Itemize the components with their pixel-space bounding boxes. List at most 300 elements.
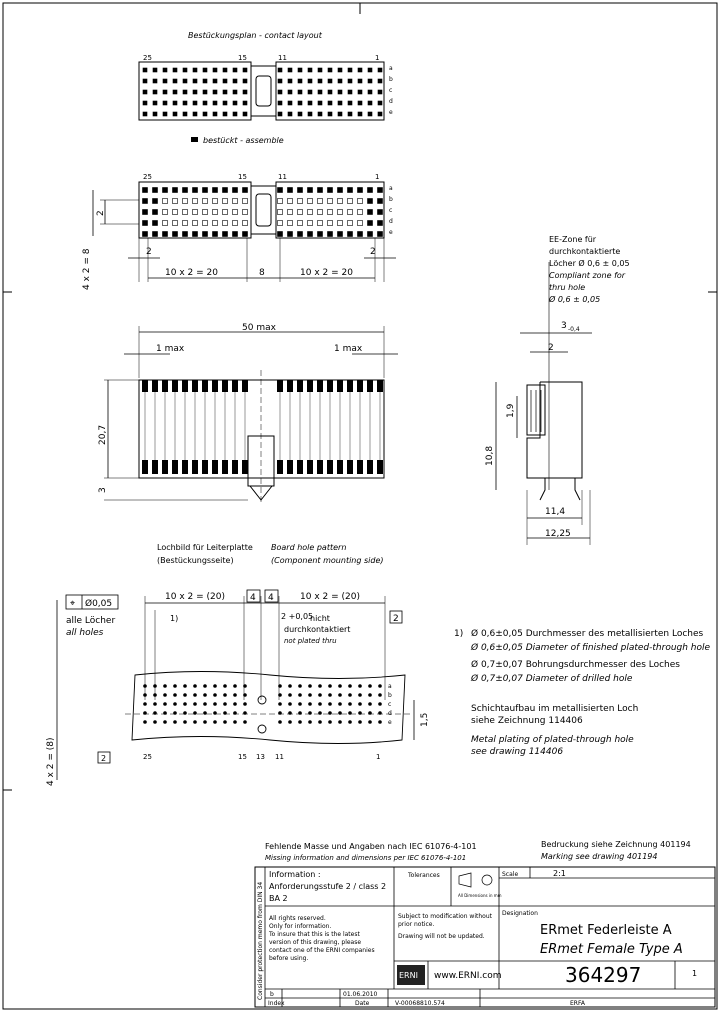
contact-pad [288, 90, 292, 94]
board-hole [213, 720, 217, 724]
bh-title-de: Lochbild für Leiterplatte [157, 543, 253, 552]
contact-pad [368, 221, 373, 226]
contact-pad [318, 79, 322, 83]
contact-pad [338, 188, 343, 193]
board-hole [378, 702, 382, 706]
board-hole [203, 693, 207, 697]
tb-index-label: Index [268, 1000, 285, 1007]
board-hole [203, 702, 207, 706]
board-hole [213, 702, 217, 706]
contact-pad [233, 79, 237, 83]
front-pin-top [337, 380, 343, 392]
contact-pad [213, 101, 217, 105]
tb-rights-5: contact one of the ERNI companies [269, 947, 375, 954]
tb-scale-label: Scale [502, 871, 519, 878]
note-line-5: Schichtaufbau im metallisierten Loch [471, 704, 639, 714]
bh-dim-2: 2 [393, 614, 399, 624]
board-hole [278, 684, 282, 688]
note-line-6: siehe Zeichnung 114406 [471, 716, 583, 726]
mid-dim-left-small: 2 [146, 247, 152, 257]
contact-pad [378, 79, 382, 83]
front-pin-top [347, 380, 353, 392]
mid-dim-left-span: 10 x 2 = 20 [165, 268, 218, 278]
bh-title-de2: (Bestückungsseite) [157, 556, 234, 565]
contact-pad [278, 232, 283, 237]
contact-pad [288, 101, 292, 105]
board-hole [193, 720, 197, 724]
contact-pad [288, 221, 293, 226]
note-line-2: Ø 0,6±0,05 Diameter of finished plated-through hole [471, 643, 711, 653]
contact-pad [153, 68, 157, 72]
contact-pad [288, 232, 293, 237]
contact-pad [318, 112, 322, 116]
tb-erfa: ERFA [570, 1000, 585, 1007]
contact-pad [368, 210, 373, 215]
mid-row-a: a [389, 185, 393, 192]
contact-pad [153, 210, 158, 215]
board-hole [183, 720, 187, 724]
contact-pad [223, 210, 228, 215]
board-hole [348, 702, 352, 706]
board-hole [243, 693, 247, 697]
side-dim-top: 3 [561, 321, 567, 331]
contact-pad [243, 199, 248, 204]
contact-pad [163, 221, 168, 226]
board-hole [318, 684, 322, 688]
board-hole [328, 720, 332, 724]
note-1-marker: 1) [454, 629, 464, 639]
contact-pad [378, 101, 382, 105]
contact-pad [298, 112, 302, 116]
tb-subject-1: Subject to modification without [398, 913, 492, 920]
contact-pad [143, 221, 148, 226]
bh-tol-value: Ø0,05 [85, 599, 113, 609]
board-hole [288, 711, 292, 715]
bh-col-25: 25 [143, 753, 152, 761]
tb-date: 01.06.2010 [343, 991, 378, 998]
tb-rights-6: before using. [269, 955, 309, 962]
front-pin-bottom [287, 460, 293, 474]
contact-pad [308, 112, 312, 116]
contact-pad [153, 188, 158, 193]
contact-pad [348, 210, 353, 215]
contact-pad [368, 90, 372, 94]
contact-pad [358, 112, 362, 116]
mid-col-11: 11 [278, 173, 287, 181]
contact-pad [348, 199, 353, 204]
contact-pad [368, 101, 372, 105]
contact-pad [183, 90, 187, 94]
board-hole [288, 693, 292, 697]
contact-pad [153, 101, 157, 105]
board-hole [318, 702, 322, 706]
front-view [98, 323, 398, 505]
front-pin-top [212, 380, 218, 392]
top-col-11: 11 [278, 54, 287, 62]
bh-dim-right: 10 x 2 = (20) [300, 592, 360, 602]
contact-pad [153, 221, 158, 226]
contact-pad [298, 199, 303, 204]
contact-pad [203, 90, 207, 94]
contact-pad [243, 79, 247, 83]
board-hole [203, 684, 207, 688]
note-line-3: Ø 0,7±0,07 Bohrungsdurchmesser des Loches [471, 660, 680, 670]
ee-line-1: EE-Zone für [549, 235, 597, 244]
bh-col-1: 1 [376, 753, 381, 761]
front-pin-bottom [152, 460, 158, 474]
front-contacts [142, 380, 383, 474]
contact-pad [163, 68, 167, 72]
board-hole [338, 693, 342, 697]
board-hole [328, 693, 332, 697]
contact-pad [183, 188, 188, 193]
contact-pad [318, 210, 323, 215]
contact-pad [143, 232, 148, 237]
contact-pad [328, 232, 333, 237]
board-hole [378, 693, 382, 697]
tb-all-dims: All Dimensions in mm [458, 893, 502, 898]
note-line-8: see drawing 114406 [471, 747, 564, 757]
side-dim-top-tol: -0,4 [568, 326, 580, 333]
contact-pad [203, 199, 208, 204]
board-hole [308, 693, 312, 697]
front-pin-top [222, 380, 228, 392]
front-pin-bottom [377, 460, 383, 474]
front-pin-top [277, 380, 283, 392]
contact-pad [358, 90, 362, 94]
board-hole [153, 693, 157, 697]
contact-pad [203, 68, 207, 72]
front-pin-top [142, 380, 148, 392]
contact-pad [308, 221, 313, 226]
side-dim-114: 11,4 [545, 507, 566, 517]
front-pin-bottom [347, 460, 353, 474]
contact-pad [308, 90, 312, 94]
contact-pad [318, 188, 323, 193]
board-hole [308, 720, 312, 724]
mid-col-25: 25 [143, 173, 152, 181]
contact-pad [338, 199, 343, 204]
front-pin-bottom [232, 460, 238, 474]
board-hole [278, 720, 282, 724]
front-dim-height: 20,7 [98, 424, 108, 445]
side-dim-108: 10,8 [485, 445, 495, 466]
legend-marker [191, 137, 198, 142]
board-hole [193, 684, 197, 688]
contact-pad [358, 221, 363, 226]
bh-nicht: nicht [310, 614, 330, 623]
ee-line-6: Ø 0,6 ± 0,05 [549, 295, 601, 304]
contact-pad [143, 68, 147, 72]
footer-note-3: Bedruckung siehe Zeichnung 401194 [541, 840, 691, 849]
contact-pad [203, 188, 208, 193]
contact-pad [308, 210, 313, 215]
top-row-d: d [389, 98, 393, 105]
contact-pad [328, 210, 333, 215]
front-pin-top [307, 380, 313, 392]
board-hole [163, 693, 167, 697]
contact-pad [338, 101, 342, 105]
board-hole-pattern [46, 543, 430, 786]
board-hole [368, 711, 372, 715]
tb-rights-2: Only for information. [269, 923, 332, 930]
footer-notes [265, 840, 691, 862]
contact-pad [173, 199, 178, 204]
bh-np-hole-1 [258, 696, 266, 704]
board-hole [348, 693, 352, 697]
contact-pad [298, 90, 302, 94]
board-hole [368, 702, 372, 706]
contact-pad [243, 112, 247, 116]
contact-pad [213, 188, 218, 193]
front-pin-top [327, 380, 333, 392]
contact-pad [338, 112, 342, 116]
board-hole [298, 693, 302, 697]
contact-pad [278, 199, 283, 204]
board-hole [213, 693, 217, 697]
ee-line-5: thru hole [549, 283, 586, 292]
contact-pad [278, 90, 282, 94]
mid-row-b: b [389, 196, 393, 203]
note-line-1: Ø 0,6±0,05 Durchmesser des metallisierten Loches [471, 629, 704, 639]
contact-pad [163, 112, 167, 116]
front-pin-bottom [142, 460, 148, 474]
front-pin-top [182, 380, 188, 392]
board-hole [163, 684, 167, 688]
mid-row-e: e [389, 229, 393, 236]
contact-pad [358, 232, 363, 237]
contact-pad [173, 79, 177, 83]
contact-pad [278, 221, 283, 226]
bh-all-holes: all holes [66, 628, 104, 638]
board-hole [338, 711, 342, 715]
tb-rights-1: All rights reserved. [269, 915, 326, 922]
front-pin-bottom [357, 460, 363, 474]
top-row-a: a [389, 65, 393, 72]
board-hole [348, 684, 352, 688]
contact-pad [278, 101, 282, 105]
contact-pad [193, 232, 198, 237]
contact-pad [223, 79, 227, 83]
tb-side-text: Consider protection memo from DIN 34 [257, 881, 264, 1000]
bh-title-en: Board hole pattern [271, 543, 347, 552]
board-hole [173, 711, 177, 715]
bh-row-c: c [388, 701, 392, 708]
bh-col-13: 13 [256, 753, 265, 761]
contact-pad [233, 101, 237, 105]
board-hole [338, 720, 342, 724]
contact-pad [183, 112, 187, 116]
contact-pad [318, 90, 322, 94]
board-hole [143, 693, 147, 697]
contact-pad [318, 232, 323, 237]
board-hole [318, 720, 322, 724]
contact-pad [318, 68, 322, 72]
contact-pad [193, 90, 197, 94]
contact-pad [143, 79, 147, 83]
tb-rights-4: version of this drawing, please [269, 939, 362, 946]
tb-date-label: Date [355, 1000, 370, 1007]
side-dim-1225: 12,25 [545, 529, 571, 539]
board-hole [153, 720, 157, 724]
bh-not-plated-tol: 2 +0,05 [281, 612, 314, 621]
board-hole [348, 720, 352, 724]
tb-drawing-number: 364297 [565, 963, 642, 987]
board-hole [173, 702, 177, 706]
board-hole [233, 711, 237, 715]
board-hole [358, 720, 362, 724]
contact-pad [278, 210, 283, 215]
bh-title-en2: (Component mounting side) [271, 556, 384, 565]
contact-pad [193, 210, 198, 215]
board-hole [378, 684, 382, 688]
contact-pad [143, 188, 148, 193]
board-hole [328, 684, 332, 688]
board-hole [288, 702, 292, 706]
board-hole [358, 702, 362, 706]
board-hole [278, 711, 282, 715]
board-hole [308, 711, 312, 715]
contact-pad [298, 101, 302, 105]
top-col-15: 15 [238, 54, 247, 62]
contact-pad [183, 79, 187, 83]
top-view [139, 31, 393, 145]
contact-pad [173, 210, 178, 215]
contact-pad [308, 199, 313, 204]
tb-rights-3: To insure that this is the latest [269, 931, 360, 938]
contact-pad [163, 188, 168, 193]
contact-pad [298, 79, 302, 83]
front-pin-bottom [337, 460, 343, 474]
board-hole [243, 684, 247, 688]
contact-pad [243, 90, 247, 94]
contact-pad [328, 68, 332, 72]
bh-durchkontaktiert: durchkontaktiert [284, 625, 351, 634]
tb-website: www.ERNI.com [434, 971, 502, 981]
board-hole [163, 720, 167, 724]
board-hole [193, 702, 197, 706]
bh-box-2: 2 [101, 754, 107, 763]
contact-pad [233, 199, 238, 204]
contact-pad [278, 79, 282, 83]
side-profile [527, 382, 582, 500]
top-row-e: e [389, 109, 393, 116]
contact-pad [223, 232, 228, 237]
contact-pad [288, 188, 293, 193]
board-hole [223, 702, 227, 706]
front-pin-top [317, 380, 323, 392]
contact-pad [193, 199, 198, 204]
board-hole [203, 711, 207, 715]
contact-pad [368, 232, 373, 237]
contact-pad [338, 221, 343, 226]
projection-cone-icon [459, 873, 471, 887]
board-hole [308, 684, 312, 688]
contact-pad [308, 68, 312, 72]
front-pin-bottom [192, 460, 198, 474]
top-contact-grid [143, 68, 382, 116]
mid-col-1: 1 [375, 173, 380, 181]
contact-pad [288, 210, 293, 215]
footer-note-1: Fehlende Masse und Angaben nach IEC 61076-4-101 [265, 842, 477, 851]
contact-pad [328, 112, 332, 116]
board-hole [318, 693, 322, 697]
bh-dim-4b: 4 [268, 593, 274, 603]
front-pin-top [242, 380, 248, 392]
side-dim-small: 2 [548, 343, 554, 353]
mid-dim-2: 2 [96, 210, 106, 216]
erni-logo-text: ERNI [399, 971, 418, 980]
contact-pad [173, 90, 177, 94]
bh-col-15: 15 [238, 753, 247, 761]
board-hole [358, 693, 362, 697]
contact-pad [153, 79, 157, 83]
board-hole [163, 702, 167, 706]
contact-pad [143, 90, 147, 94]
board-hole [318, 711, 322, 715]
contact-pad [183, 232, 188, 237]
board-hole [213, 711, 217, 715]
front-dim-left: 1 max [156, 344, 185, 354]
title-block [255, 867, 715, 1007]
board-hole [243, 702, 247, 706]
board-hole [298, 684, 302, 688]
contact-pad [358, 199, 363, 204]
front-pin-bottom [172, 460, 178, 474]
tb-info-3: BA 2 [269, 894, 288, 903]
contact-pad [318, 221, 323, 226]
tb-tolerances: Tolerances [408, 872, 440, 879]
contact-pad [338, 68, 342, 72]
contact-pad [243, 101, 247, 105]
board-hole [143, 711, 147, 715]
mid-dim-center: 8 [259, 268, 265, 278]
bh-alle-loecher: alle Löcher [66, 616, 116, 626]
contact-pad [298, 232, 303, 237]
contact-pad [233, 210, 238, 215]
contact-pad [243, 210, 248, 215]
contact-pad [243, 221, 248, 226]
board-hole [278, 702, 282, 706]
tb-designation-de: ERmet Federleiste A [540, 923, 672, 938]
front-pin-top [192, 380, 198, 392]
contact-pad [368, 199, 373, 204]
board-hole [183, 684, 187, 688]
tb-sheet: 1 [692, 969, 698, 978]
board-hole [153, 702, 157, 706]
contact-pad [328, 199, 333, 204]
mid-contact-grid [143, 188, 383, 237]
front-pin-bottom [222, 460, 228, 474]
board-hole [288, 684, 292, 688]
contact-pad [348, 112, 352, 116]
contact-pad [163, 232, 168, 237]
front-pin-bottom [182, 460, 188, 474]
notes [454, 628, 711, 757]
contact-pad [203, 232, 208, 237]
contact-pad [163, 101, 167, 105]
note-line-4: Ø 0,7±0,07 Diameter of drilled hole [471, 674, 633, 684]
contact-pad [358, 101, 362, 105]
tb-info-1: Information : [269, 870, 321, 879]
front-pin-bottom [242, 460, 248, 474]
front-pin-bottom [212, 460, 218, 474]
top-center-key [251, 66, 276, 116]
board-hole [233, 702, 237, 706]
contact-pad [143, 210, 148, 215]
contact-pad [298, 210, 303, 215]
front-pin-top [232, 380, 238, 392]
